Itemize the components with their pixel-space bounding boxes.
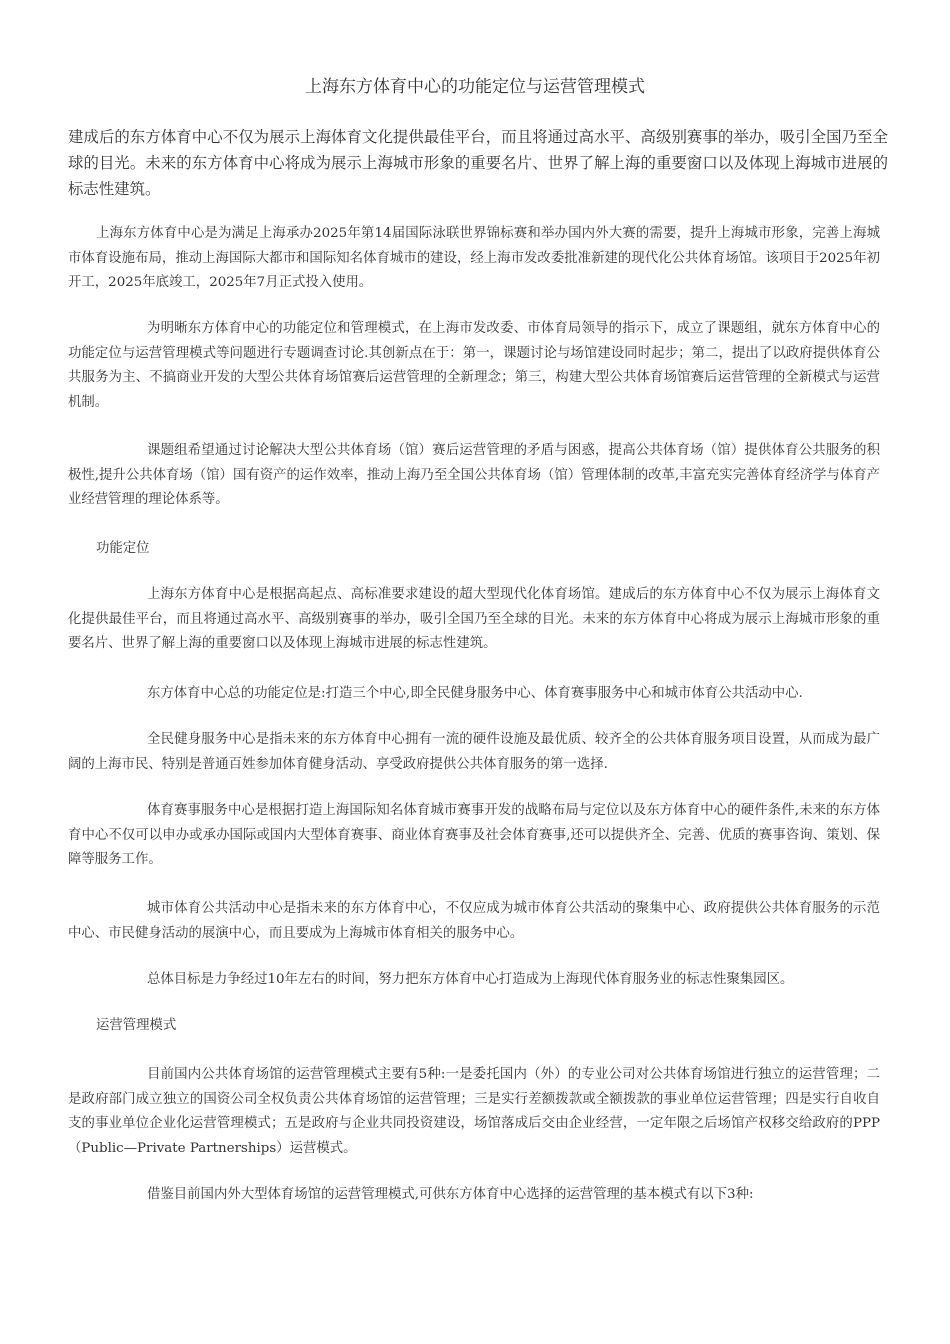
document-title: 上海东方体育中心的功能定位与运营管理模式 — [305, 77, 645, 97]
function-paragraph-1: 上海东方体育中心是根据高起点、高标准要求建设的超大型现代化体育场馆。建成后的东方体育中心不仅为展示上海体育文化提供最佳平台，而且将通过高水平、高级别赛事的举办，吸引全国乃至全球的目光。未来的东方体育中心将成为展示上海城市形象的重要名片、世界了解上海的重要窗口以及体现上海城市进展的标志性建筑。 — [68, 587, 880, 651]
section-heading-function: 功能定位 — [96, 541, 150, 556]
operation-paragraph-2: 借鉴目前国内外大型体育场馆的运营管理模式,可供东方体育中心选择的运营管理的基本模式有以下3种: — [147, 1187, 754, 1202]
function-paragraph-2: 东方体育中心总的功能定位是:打造三个中心,即全民健身服务中心、体育赛事服务中心和城市体育公共活动中心. — [147, 686, 803, 701]
operation-paragraph-1: 目前国内公共体育场馆的运营管理模式主要有5种:一是委托国内（外）的专业公司对公共体育场馆进行独立的运营管理；二是政府部门成立独立的国资公司全权负责公共体育场馆的运营管理；三是实行差额拨款或全额拨款的事业单位运营管理；四是实行自收自支的事业单位企业化运营管理模式；五是政府与企业共同投资建设，场馆落成后交由企业经营，一定年限之后场馆产权移交给政府的PPP（Public—Private Partnerships）运营模式。 — [68, 1067, 880, 1156]
lead-paragraph: 建成后的东方体育中心不仅为展示上海体育文化提供最佳平台，而且将通过高水平、高级别赛事的举办，吸引全国乃至全球的目光。未来的东方体育中心将成为展示上海城市形象的重要名片、世界了解上海的重要窗口以及体现上海城市进展的标志性建筑。 — [68, 128, 888, 198]
intro-paragraph-2: 为明晰东方体育中心的功能定位和管理模式，在上海市发改委、市体育局领导的指示下，成立了课题组，就东方体育中心的功能定位与运营管理模式等问题进行专题调查讨论.其创新点在于：第一，课题讨论与场馆建设同时起步；第二，提出了以政府提供体育公共服务为主、不搞商业开发的大型公共体育场馆赛后运营管理的全新理念；第三，构建大型公共体育场馆赛后运营管理的全新模式与运营机制。 — [68, 321, 880, 410]
intro-paragraph-3: 课题组希望通过讨论解决大型公共体育场（馆）赛后运营管理的矛盾与困惑，提高公共体育场（馆）提供体育公共服务的积极性,提升公共体育场（馆）国有资产的运作效率，推动上海乃至全国公共体育场（馆）管理体制的改革,丰富充实完善体育经济学与体育产业经营管理的理论体系等。 — [68, 443, 880, 507]
function-paragraph-3: 全民健身服务中心是指未来的东方体育中心拥有一流的硬件设施及最优质、较齐全的公共体育服务项目设置，从而成为最广阔的上海市民、特别是普通百姓参加体育健身活动、享受政府提供公共体育服务的第一选择. — [68, 732, 880, 772]
intro-paragraph-1: 上海东方体育中心是为满足上海承办2025年第14届国际泳联世界锦标赛和举办国内外大赛的需要，提升上海城市形象，完善上海城市体育设施布局，推动上海国际大都市和国际知名体育城市的建设，经上海市发改委批准新建的现代化公共体育场馆。该项目于2025年初开工，2025年底竣工，2025年7月正式投入使用。 — [68, 226, 880, 290]
function-paragraph-6: 总体目标是力争经过10年左右的时间，努力把东方体育中心打造成为上海现代体育服务业的标志性聚集园区。 — [147, 972, 794, 987]
function-paragraph-5: 城市体育公共活动中心是指未来的东方体育中心，不仅应成为城市体育公共活动的聚集中心、政府提供公共体育服务的示范中心、市民健身活动的展演中心，而且要成为上海城市体育相关的服务中心。 — [68, 901, 880, 941]
section-heading-operation: 运营管理模式 — [96, 1018, 177, 1033]
function-paragraph-4: 体育赛事服务中心是根据打造上海国际知名体育城市赛事开发的战略布局与定位以及东方体育中心的硬件条件,未来的东方体育中心不仅可以申办或承办国际或国内大型体育赛事、商业体育赛事及社会体育赛事,还可以提供齐全、完善、优质的赛事咨询、策划、保障等服务工作。 — [68, 803, 880, 867]
